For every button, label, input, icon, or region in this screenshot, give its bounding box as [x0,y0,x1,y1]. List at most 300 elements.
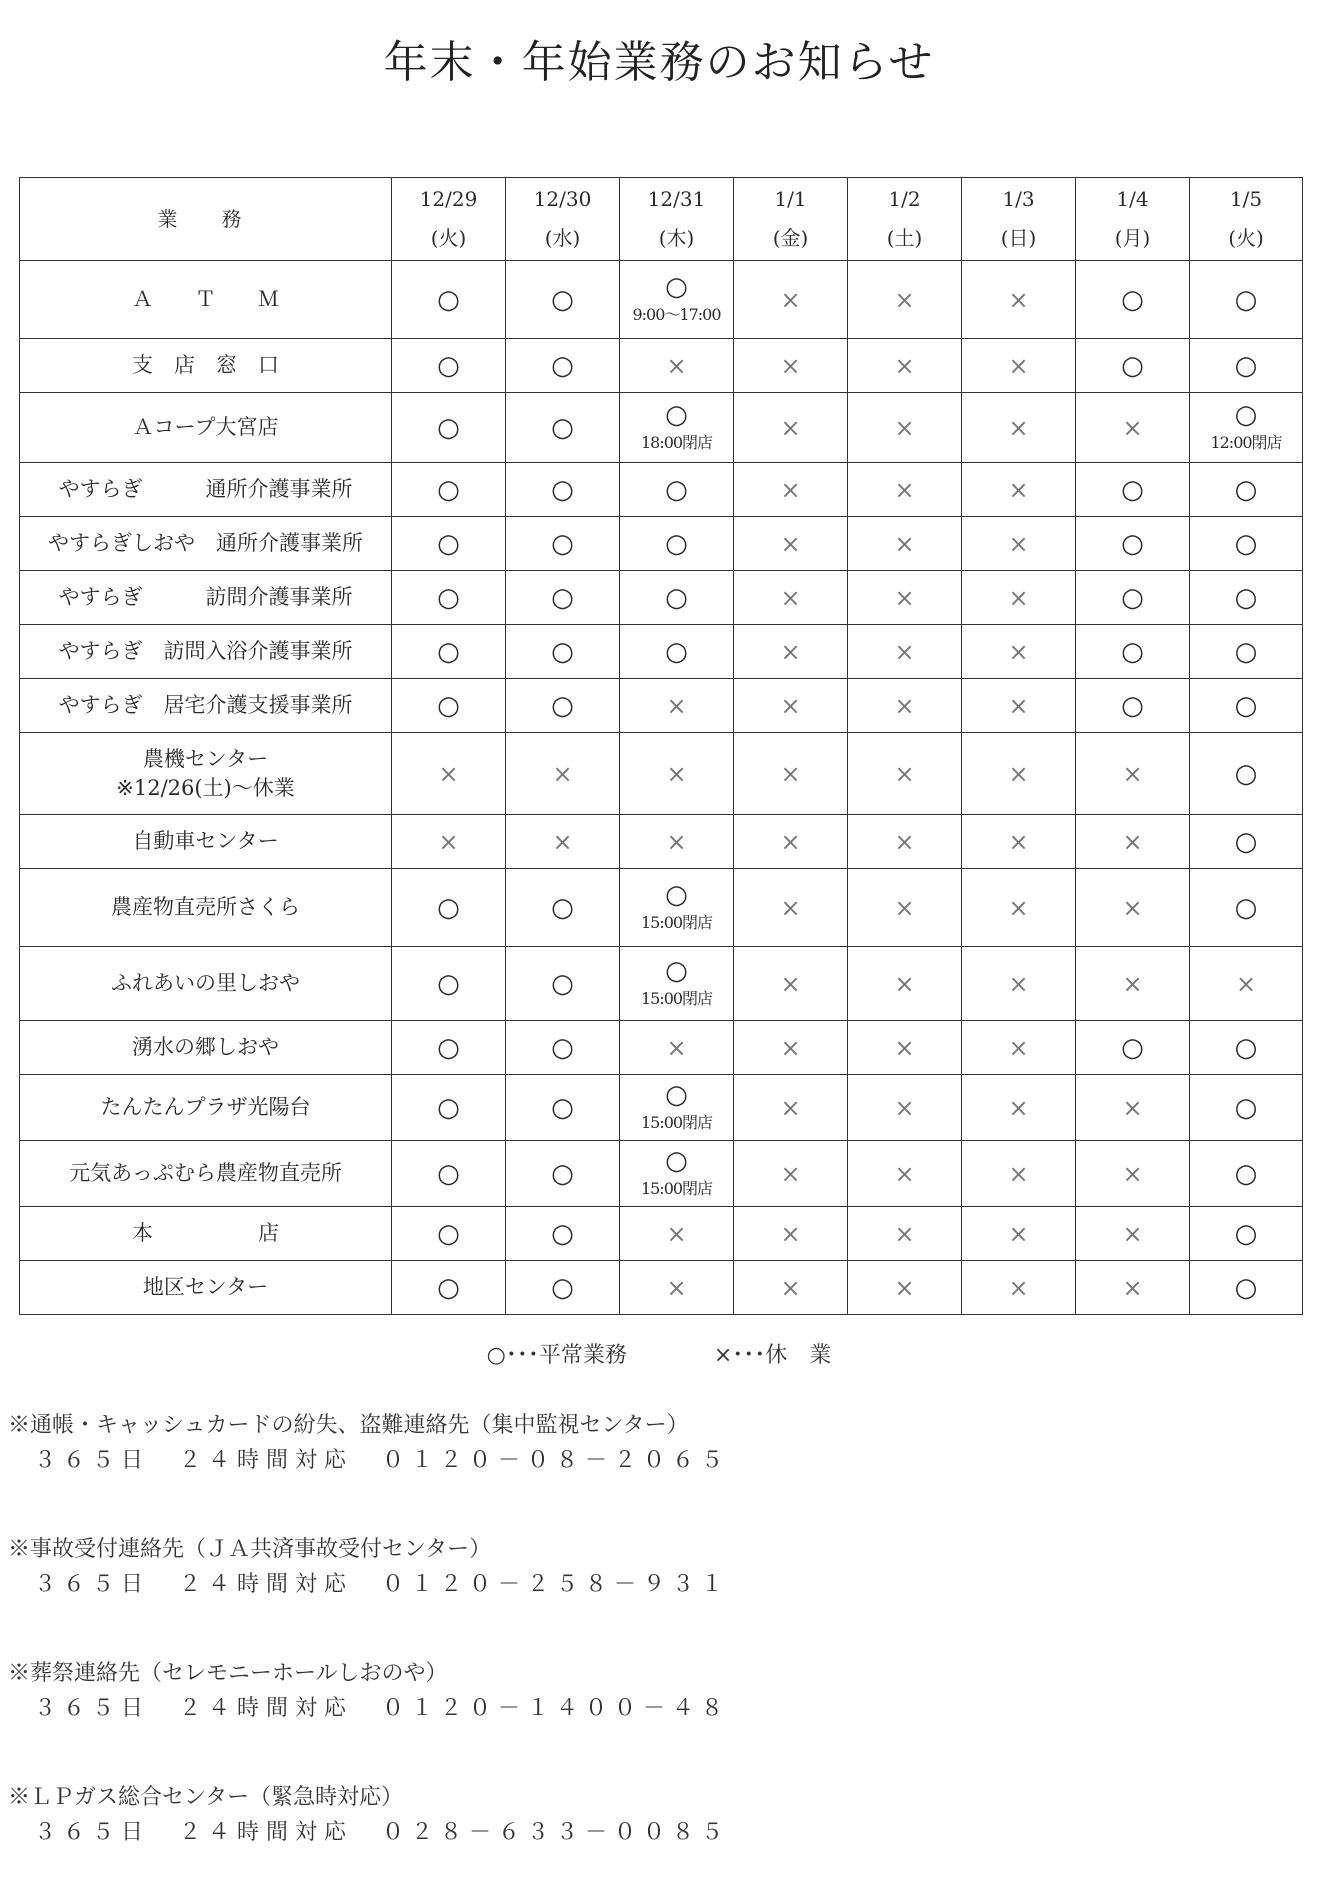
status-cell [848,339,962,393]
status-cell [392,679,506,733]
status-cell [392,1021,506,1075]
weekday-label: (金) [772,226,809,250]
open-mark: ○ [437,284,460,315]
closed-mark: × [666,1033,687,1062]
status-cell [620,339,734,393]
closed-mark: × [780,413,801,442]
open-mark: ○ [1121,1032,1144,1063]
contact-label: ※通帳・キャッシュカードの紛失、盗難連絡先（集中監視センター） [8,1413,689,1438]
status-cell [1076,1261,1190,1315]
hours-note: 9:00～17:00 [632,304,721,324]
open-mark: ○ [1234,284,1258,315]
status-cell [392,1141,506,1207]
status-cell [620,1261,734,1315]
status-cell [1190,733,1303,815]
status-cell [962,815,1076,869]
status-cell [1190,815,1303,869]
status-cell [1076,517,1190,571]
open-mark: ○ [665,1145,688,1176]
status-cell [734,1021,848,1075]
date-column-header [962,178,1076,261]
status-cell [734,339,848,393]
status-cell [1076,733,1190,815]
open-mark: ○ [551,350,574,381]
closed-mark: × [666,1273,687,1302]
closed-mark: × [438,827,459,856]
closed-mark: × [552,827,573,856]
status-cell [962,393,1076,463]
weekday-label: (月) [1114,226,1151,250]
date-column-header [734,178,848,261]
table-row [20,1141,1303,1207]
closed-mark: × [1122,893,1143,922]
closed-mark: × [780,691,801,720]
status-cell [506,1021,620,1075]
status-cell [392,869,506,947]
status-cell [962,625,1076,679]
table-row [20,339,1303,393]
status-cell [506,571,620,625]
open-mark: ○ [437,1218,460,1249]
closed-mark: × [1008,691,1029,720]
table-row [20,261,1303,339]
open-mark: ○ [551,1032,574,1063]
status-cell [848,947,962,1021]
closed-mark: × [1008,893,1029,922]
date-label: 1/3 [1002,187,1035,211]
status-cell [1076,463,1190,517]
status-cell [506,1261,620,1315]
closed-mark: × [1122,1159,1143,1188]
status-cell [848,733,962,815]
status-cell [1190,1075,1303,1141]
weekday-label: (火) [430,226,467,250]
closed-mark: × [1122,969,1143,998]
status-cell [962,1075,1076,1141]
hours-note: 15:00閉店 [640,1112,713,1132]
contact-phone: ３６５日 ２４時間対応 ０１２０－２５８－９３１ [34,1572,731,1597]
table-row [20,869,1303,947]
open-mark: ○ [551,412,574,443]
status-cell [506,947,620,1021]
status-cell [848,1075,962,1141]
closed-mark: × [1008,1033,1029,1062]
closed-mark: × [1008,413,1029,442]
status-cell [506,393,620,463]
closed-mark: × [438,759,459,788]
date-column-header [392,178,506,261]
status-cell [620,625,734,679]
contact-item [8,1780,1298,1846]
service-name: たんたんプラザ光陽台 [20,1075,392,1141]
open-mark: ○ [437,1092,460,1123]
open-mark: ○ [665,636,688,667]
closed-mark: × [780,475,801,504]
status-cell [620,1141,734,1207]
status-cell [962,463,1076,517]
open-mark: ○ [551,582,574,613]
open-mark: ○ [551,1218,574,1249]
status-cell [620,1207,734,1261]
status-cell [848,517,962,571]
status-cell [962,947,1076,1021]
status-cell [962,1141,1076,1207]
open-mark: ○ [1234,1272,1258,1303]
status-cell [734,815,848,869]
weekday-label: (水) [544,226,581,250]
service-name: 本 店 [20,1207,392,1261]
closed-mark: × [1122,827,1143,856]
open-mark: ○ [551,968,574,999]
table-row [20,393,1303,463]
status-cell [1190,1261,1303,1315]
service-name: 自動車センター [20,815,392,869]
date-label: 1/4 [1116,187,1149,211]
open-mark: ○ [551,1092,574,1123]
open-mark: ○ [437,1272,460,1303]
status-cell [734,1141,848,1207]
open-mark: ○ [1234,826,1258,857]
service-name: Ａコープ大宮店 [20,393,392,463]
open-mark: ○ [1234,690,1258,721]
open-mark: ○ [437,412,460,443]
status-cell [848,869,962,947]
status-cell [620,679,734,733]
status-cell [1190,1021,1303,1075]
closed-mark: × [894,1159,915,1188]
service-column-header: 業 務 [20,178,392,261]
service-name: 元気あっぷむら農産物直売所 [20,1141,392,1207]
page-title: 年末・年始業務のお知らせ [383,37,935,88]
contact-item [8,1408,1298,1474]
status-cell [1190,393,1303,463]
closed-mark: × [780,351,801,380]
open-mark: ○ [437,582,460,613]
closed-mark: × [666,691,687,720]
open-mark: ○ [1234,1218,1258,1249]
closed-mark: × [1008,351,1029,380]
closed-mark: × [780,893,801,922]
closed-mark: × [780,529,801,558]
status-cell [620,261,734,339]
open-mark: ○ [437,1158,460,1189]
date-label: 1/1 [774,187,807,211]
date-label: 12/31 [647,187,706,211]
closed-mark: × [1122,1093,1143,1122]
closed-mark: × [780,583,801,612]
open-mark: ○ [665,474,688,505]
service-name: 地区センター [20,1261,392,1315]
open-mark: ○ [1234,1092,1258,1123]
open-mark: ○ [551,636,574,667]
status-cell [962,1207,1076,1261]
status-cell [848,625,962,679]
open-mark: ○ [1234,1032,1258,1063]
status-cell [506,625,620,679]
open-mark: ○ [1121,528,1144,559]
status-cell [1190,517,1303,571]
open-mark: ○ [1121,350,1144,381]
closed-mark: × [1122,1219,1143,1248]
service-name: 湧水の郷しおや [20,1021,392,1075]
open-mark: ○ [551,528,574,559]
status-cell [1076,571,1190,625]
status-cell [848,463,962,517]
open-mark: ○ [437,474,460,505]
status-cell [734,393,848,463]
closed-mark: × [552,759,573,788]
closed-mark: × [1008,529,1029,558]
status-cell [848,1207,962,1261]
closed-mark: × [780,759,801,788]
status-cell [962,733,1076,815]
status-cell [962,1021,1076,1075]
status-cell [734,517,848,571]
closed-mark: × [780,1093,801,1122]
status-cell [734,463,848,517]
status-cell [1076,1021,1190,1075]
date-column-header [620,178,734,261]
hours-note: 12:00閉店 [1210,432,1282,452]
service-name: ふれあいの里しおや [20,947,392,1021]
date-column-header [1190,178,1303,261]
table-row [20,625,1303,679]
status-cell [734,1075,848,1141]
closed-mark: × [1235,969,1257,998]
status-cell [392,517,506,571]
status-cell [1190,571,1303,625]
closed-mark: × [894,1219,915,1248]
closed-mark: × [894,351,915,380]
legend-closed: ×･･･休 業 [713,1343,832,1368]
status-cell [734,679,848,733]
status-cell [734,947,848,1021]
status-cell [506,261,620,339]
status-cell [392,1207,506,1261]
header-row [20,178,1303,261]
open-mark: ○ [551,1272,574,1303]
closed-mark: × [894,893,915,922]
open-mark: ○ [665,399,688,430]
open-mark: ○ [665,955,688,986]
status-cell [848,571,962,625]
closed-mark: × [666,759,687,788]
weekday-label: (土) [886,226,923,250]
status-cell [506,517,620,571]
contact-label: ※事故受付連絡先（ＪＡ共済事故受付センター） [8,1537,492,1562]
contact-phone: ３６５日 ２４時間対応 ０２８－６３３－００８５ [34,1820,731,1845]
contact-label: ※ＬＰガス総合センター（緊急時対応） [8,1785,404,1810]
closed-mark: × [894,969,915,998]
hours-note: 15:00閉店 [640,912,713,932]
status-cell [1076,1141,1190,1207]
status-cell [848,679,962,733]
status-cell [506,1075,620,1141]
open-mark: ○ [1234,474,1258,505]
service-name: 農機センター ※12/26(土)～休業 [20,733,392,815]
status-cell [392,733,506,815]
status-cell [620,517,734,571]
closed-mark: × [1122,413,1143,442]
contact-phone: ３６５日 ２４時間対応 ０１２０－１４００－４８ [34,1696,731,1721]
status-cell [392,1075,506,1141]
date-column-header [1076,178,1190,261]
status-cell [1190,947,1303,1021]
status-cell [734,625,848,679]
open-mark: ○ [1234,399,1258,430]
open-mark: ○ [551,892,574,923]
date-column-header [848,178,962,261]
open-mark: ○ [1121,474,1144,505]
status-cell [734,733,848,815]
status-cell [962,679,1076,733]
table-row [20,571,1303,625]
status-cell [1076,679,1190,733]
status-cell [734,1261,848,1315]
open-mark: ○ [1234,350,1258,381]
status-cell [848,815,962,869]
status-cell [1190,261,1303,339]
status-cell [848,261,962,339]
closed-mark: × [780,1219,801,1248]
table-row [20,1207,1303,1261]
hours-note: 18:00閉店 [640,432,713,452]
status-cell [506,463,620,517]
contact-label: ※葬祭連絡先（セレモニーホールしおのや） [8,1661,448,1686]
status-cell [734,571,848,625]
open-mark: ○ [1234,1158,1258,1189]
closed-mark: × [1008,583,1029,612]
schedule-table [19,177,1303,1315]
status-cell [392,571,506,625]
open-mark: ○ [551,284,574,315]
status-cell [392,625,506,679]
service-name: 農産物直売所さくら [20,869,392,947]
contact-phone: ３６５日 ２４時間対応 ０１２０－０８－２０６５ [34,1448,731,1473]
closed-mark: × [1008,285,1029,314]
status-cell [620,1021,734,1075]
status-cell [506,815,620,869]
open-mark: ○ [437,690,460,721]
status-cell [962,571,1076,625]
closed-mark: × [780,1033,801,1062]
open-mark: ○ [1121,582,1144,613]
status-cell [506,733,620,815]
table-row [20,733,1303,815]
status-cell [620,1075,734,1141]
status-cell [1076,815,1190,869]
open-mark: ○ [437,528,460,559]
hours-note: 15:00閉店 [640,988,713,1008]
date-column-header [506,178,620,261]
date-label: 12/29 [419,187,478,211]
closed-mark: × [894,759,915,788]
open-mark: ○ [665,582,688,613]
service-name: やすらぎ 訪問介護事業所 [20,571,392,625]
status-cell [1190,339,1303,393]
closed-mark: × [1122,759,1143,788]
status-cell [1190,1207,1303,1261]
closed-mark: × [894,691,915,720]
open-mark: ○ [1234,582,1258,613]
status-cell [1076,625,1190,679]
closed-mark: × [1008,1219,1029,1248]
closed-mark: × [1008,759,1029,788]
status-cell [620,393,734,463]
open-mark: ○ [437,1032,460,1063]
closed-mark: × [894,583,915,612]
status-cell [506,339,620,393]
closed-mark: × [780,827,801,856]
closed-mark: × [666,1219,687,1248]
table-row [20,1021,1303,1075]
status-cell [1190,679,1303,733]
closed-mark: × [894,1033,915,1062]
status-cell [392,815,506,869]
legend-open: ○･･･平常業務 [486,1343,627,1368]
closed-mark: × [1122,1273,1143,1302]
closed-mark: × [894,1093,915,1122]
status-cell [848,1141,962,1207]
status-cell [1190,1141,1303,1207]
closed-mark: × [780,285,801,314]
date-label: 1/5 [1229,187,1263,211]
status-cell [1076,339,1190,393]
status-cell [962,1261,1076,1315]
status-cell [848,1261,962,1315]
open-mark: ○ [1121,284,1144,315]
closed-mark: × [1008,475,1029,504]
status-cell [392,393,506,463]
closed-mark: × [780,637,801,666]
closed-mark: × [1008,1273,1029,1302]
status-cell [506,1141,620,1207]
weekday-label: (日) [1000,226,1037,250]
table-row [20,1261,1303,1315]
status-cell [392,1261,506,1315]
status-cell [962,869,1076,947]
service-name: やすらぎ 居宅介護支援事業所 [20,679,392,733]
table-row [20,815,1303,869]
legend [0,1338,1318,1369]
table-row [20,517,1303,571]
status-cell [506,869,620,947]
closed-mark: × [894,637,915,666]
service-name: やすらぎ 通所介護事業所 [20,463,392,517]
status-cell [734,261,848,339]
open-mark: ○ [1234,892,1258,923]
date-label: 1/2 [888,187,921,211]
status-cell [506,1207,620,1261]
hours-note: 15:00閉店 [640,1178,713,1198]
status-cell [392,947,506,1021]
table-row [20,679,1303,733]
closed-mark: × [1008,969,1029,998]
status-cell [620,947,734,1021]
status-cell [962,261,1076,339]
closed-mark: × [666,827,687,856]
status-cell [962,339,1076,393]
table-row [20,947,1303,1021]
status-cell [620,869,734,947]
closed-mark: × [894,827,915,856]
open-mark: ○ [1234,758,1258,789]
status-cell [620,463,734,517]
status-cell [620,733,734,815]
status-cell [620,815,734,869]
contact-item [8,1656,1298,1722]
status-cell [1076,947,1190,1021]
